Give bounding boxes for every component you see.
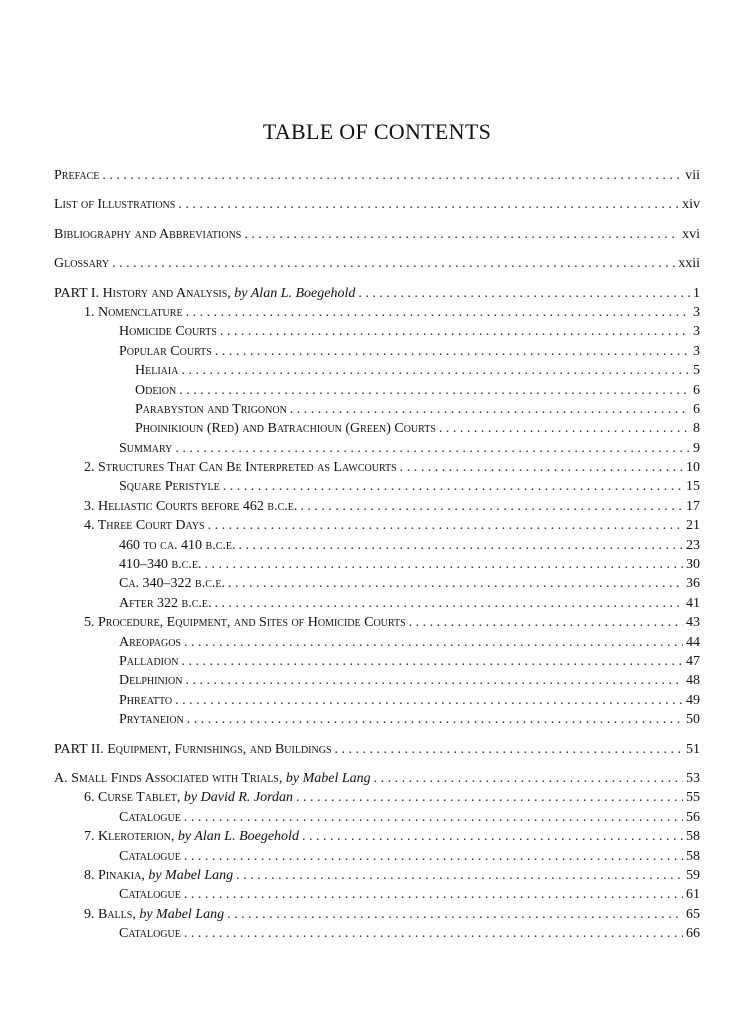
toc-entry-title: Bibliography and Abbreviations [54, 226, 242, 242]
toc-entry-page: 6 [693, 401, 700, 417]
toc-entry-page: 58 [686, 829, 700, 845]
toc-entry-title: Parabyston and Trigonon [135, 401, 287, 417]
toc-entry-page: 36 [686, 576, 700, 592]
toc-entry-page: 58 [686, 848, 700, 864]
toc-entry-title: Delphinion [119, 673, 183, 689]
toc-entry-label [54, 740, 332, 759]
toc-entry [54, 808, 700, 827]
dot-leader [290, 400, 690, 419]
toc-entry-page: 65 [686, 906, 700, 922]
toc-entry-page: 51 [686, 741, 700, 757]
toc-entry-label [135, 400, 287, 419]
dot-leader [439, 419, 690, 438]
toc-entry-title: Popular Courts [119, 343, 212, 359]
toc-entry-title: Catalogue [119, 887, 181, 903]
toc-entry-label [54, 284, 355, 303]
toc-entry-title: Odeion [135, 382, 177, 398]
toc-entry-page: 48 [686, 673, 700, 689]
toc-entry-label [54, 195, 175, 214]
toc-entry-label [54, 254, 109, 273]
dot-leader [178, 195, 679, 214]
toc-entry [54, 740, 700, 759]
toc-entry-title: Ca. 340–322 b.c.e. [119, 576, 226, 592]
toc-entry-title: 1. Nomenclature [84, 304, 183, 320]
toc-entry [54, 497, 700, 516]
toc-entry-label [119, 477, 220, 496]
toc-entry [54, 594, 700, 613]
dot-leader [208, 516, 683, 535]
toc-entry-label [84, 303, 183, 322]
dot-leader [239, 536, 684, 555]
toc-entry-label [84, 827, 299, 846]
toc-entry [54, 361, 700, 380]
toc-entry-title: 3. Heliastic Courts before 462 b.c.e. [84, 498, 298, 514]
toc-entry-page: 21 [686, 518, 700, 534]
toc-entry-author: by Mabel Lang [139, 906, 225, 922]
toc-entry [54, 847, 700, 866]
toc-entry-page: 49 [686, 692, 700, 708]
toc-entry-label [84, 905, 224, 924]
toc-entry-label [54, 166, 99, 185]
toc-entry-title: 9. Balls, [84, 906, 140, 922]
dot-leader [181, 361, 690, 380]
dot-leader [204, 555, 683, 574]
toc-entry-title: 4. Three Court Days [84, 518, 205, 534]
toc-entry-author: by Mabel Lang [285, 770, 371, 786]
dot-leader [184, 847, 683, 866]
toc-entry-label [135, 381, 176, 400]
toc-entry [54, 866, 700, 885]
toc-entry-page: 23 [686, 537, 700, 553]
toc-entry-title: Catalogue [119, 848, 181, 864]
toc-entry [54, 195, 700, 214]
toc-entry-label [84, 613, 406, 632]
toc-entry-page: 3 [693, 304, 700, 320]
toc-entry [54, 827, 700, 846]
toc-entry-title: Phreatto [119, 692, 173, 708]
toc-entry-title: Prytaneion [119, 712, 184, 728]
toc-entry [54, 166, 700, 185]
dot-leader [184, 924, 683, 943]
toc-entry-page: xiv [682, 197, 700, 213]
toc-entry-label [84, 866, 233, 885]
toc-entry-author: by Alan L. Boegehold [234, 285, 356, 301]
toc-entry-label [119, 574, 225, 593]
toc-entry-title: 2. Structures That Can Be Interpreted as Lawcourts [84, 460, 397, 476]
toc-entry-title: Glossary [54, 256, 110, 272]
toc-entry [54, 477, 700, 496]
dot-leader [181, 652, 683, 671]
toc-entry-page: 30 [686, 557, 700, 573]
dot-leader [223, 477, 683, 496]
dot-leader [400, 458, 683, 477]
toc-entry [54, 555, 700, 574]
toc-entry [54, 400, 700, 419]
toc-entry [54, 905, 700, 924]
toc-entry-title: 460 to ca. 410 b.c.e. [119, 537, 236, 553]
toc-entry-label [119, 691, 172, 710]
toc-entry [54, 342, 700, 361]
toc-entry [54, 322, 700, 341]
toc-entry-page: 6 [693, 382, 700, 398]
toc-entry-label [119, 555, 201, 574]
toc-entry [54, 225, 700, 244]
toc-entry-label [54, 225, 241, 244]
toc-entry-page: 44 [686, 634, 700, 650]
toc-entry [54, 652, 700, 671]
toc-entry-label [119, 885, 181, 904]
table-of-contents [54, 166, 700, 943]
toc-entry-label [119, 342, 212, 361]
toc-entry-title: 7. Kleroterion, [84, 829, 178, 845]
toc-entry-title: 410–340 b.c.e. [119, 557, 202, 573]
toc-entry [54, 710, 700, 729]
toc-entry-page: 66 [686, 926, 700, 942]
toc-entry-label [119, 439, 172, 458]
toc-entry-page: 59 [686, 867, 700, 883]
toc-entry-author: by David R. Jordan [183, 790, 294, 806]
toc-entry-page: 17 [686, 498, 700, 514]
dot-leader [215, 342, 690, 361]
toc-entry-title: 8. Pinakia, [84, 867, 149, 883]
toc-entry-title: Heliaia [135, 363, 179, 379]
toc-entry-title: Catalogue [119, 809, 181, 825]
toc-entry-label [135, 361, 178, 380]
toc-entry-label [119, 671, 182, 690]
toc-entry [54, 458, 700, 477]
toc-entry-label [54, 769, 371, 788]
dot-leader [228, 574, 683, 593]
dot-leader [236, 866, 683, 885]
toc-entry-page: 61 [686, 887, 700, 903]
toc-entry-page: 50 [686, 712, 700, 728]
toc-entry-title: List of Illustrations [54, 197, 176, 213]
toc-entry-page: 3 [693, 324, 700, 340]
toc-entry-page: 5 [693, 363, 700, 379]
toc-entry-label [119, 847, 181, 866]
dot-leader [175, 691, 683, 710]
dot-leader [179, 381, 690, 400]
dot-leader [175, 439, 690, 458]
toc-entry-title: PART I. History and Analysis, [54, 285, 235, 301]
toc-entry-title: Phoinikioun (Red) and Batrachioun (Green) Courts [135, 421, 436, 437]
toc-entry-label [119, 652, 178, 671]
toc-entry-author: by Alan L. Boegehold [177, 829, 299, 845]
toc-entry [54, 885, 700, 904]
toc-entry-author: by Mabel Lang [148, 867, 234, 883]
toc-entry-title: 6. Curse Tablet, [84, 790, 184, 806]
toc-entry [54, 381, 700, 400]
dot-leader [185, 671, 683, 690]
toc-entry-page: 56 [686, 809, 700, 825]
toc-entry-page: 1 [693, 285, 700, 301]
toc-entry-page: xxii [678, 256, 700, 272]
dot-leader [335, 740, 683, 759]
dot-leader [220, 322, 690, 341]
toc-entry [54, 303, 700, 322]
toc-entry [54, 439, 700, 458]
toc-entry [54, 536, 700, 555]
toc-entry-page: 3 [693, 343, 700, 359]
toc-entry-label [119, 633, 181, 652]
dot-leader [187, 710, 683, 729]
toc-entry-label [135, 419, 436, 438]
toc-entry-page: 43 [686, 615, 700, 631]
toc-entry [54, 516, 700, 535]
toc-entry-title: Palladion [119, 653, 179, 669]
dot-leader [358, 284, 690, 303]
toc-entry-label [84, 516, 205, 535]
toc-entry-title: Catalogue [119, 926, 181, 942]
dot-leader [296, 788, 683, 807]
dot-leader [227, 905, 683, 924]
toc-entry-label [84, 497, 297, 516]
dot-leader [409, 613, 683, 632]
page-title: TABLE OF CONTENTS [262, 119, 492, 144]
toc-entry-title: Summary [119, 440, 173, 456]
dot-leader [184, 808, 683, 827]
toc-entry-label [84, 458, 397, 477]
toc-entry-page: vii [685, 168, 700, 183]
toc-entry-label [119, 536, 236, 555]
toc-entry-label [119, 594, 212, 613]
toc-entry-page: 9 [693, 440, 700, 456]
toc-entry-page: 47 [686, 653, 700, 669]
toc-entry [54, 574, 700, 593]
toc-entry-title: Homicide Courts [119, 324, 217, 340]
toc-entry [54, 671, 700, 690]
toc-entry-label [119, 808, 181, 827]
toc-entry-label [84, 788, 293, 807]
toc-entry-title: Preface [54, 168, 100, 183]
toc-entry-page: xvi [682, 226, 700, 242]
dot-leader [102, 166, 682, 185]
toc-entry [54, 633, 700, 652]
toc-entry [54, 254, 700, 273]
toc-entry-title: PART II. Equipment, Furnishings, and Buildings [54, 741, 332, 757]
dot-leader [215, 594, 683, 613]
dot-leader [112, 254, 675, 273]
toc-entry-label [119, 924, 181, 943]
toc-entry-label [119, 710, 184, 729]
toc-entry-title: Areopagos [119, 634, 181, 650]
toc-entry-page: 53 [686, 770, 700, 786]
dot-leader [302, 827, 683, 846]
toc-entry [54, 788, 700, 807]
dot-leader [300, 497, 683, 516]
toc-entry-page: 55 [686, 790, 700, 806]
toc-entry [54, 419, 700, 438]
toc-entry-page: 15 [686, 479, 700, 495]
toc-entry-page: 41 [686, 595, 700, 611]
toc-entry-title: After 322 b.c.e. [119, 595, 212, 611]
toc-entry-page: 10 [686, 460, 700, 476]
toc-entry-label [119, 322, 217, 341]
toc-entry-page: 8 [693, 421, 700, 437]
toc-entry [54, 613, 700, 632]
toc-entry [54, 691, 700, 710]
toc-entry [54, 769, 700, 788]
toc-entry-title: 5. Procedure, Equipment, and Sites of Homicide Courts [84, 615, 406, 631]
dot-leader [184, 633, 683, 652]
dot-leader [244, 225, 679, 244]
dot-leader [184, 885, 683, 904]
dot-leader [374, 769, 683, 788]
toc-entry [54, 284, 700, 303]
toc-entry-title: Square Peristyle [119, 479, 220, 495]
toc-entry [54, 924, 700, 943]
toc-entry-title: A. Small Finds Associated with Trials, [54, 770, 286, 786]
dot-leader [186, 303, 690, 322]
